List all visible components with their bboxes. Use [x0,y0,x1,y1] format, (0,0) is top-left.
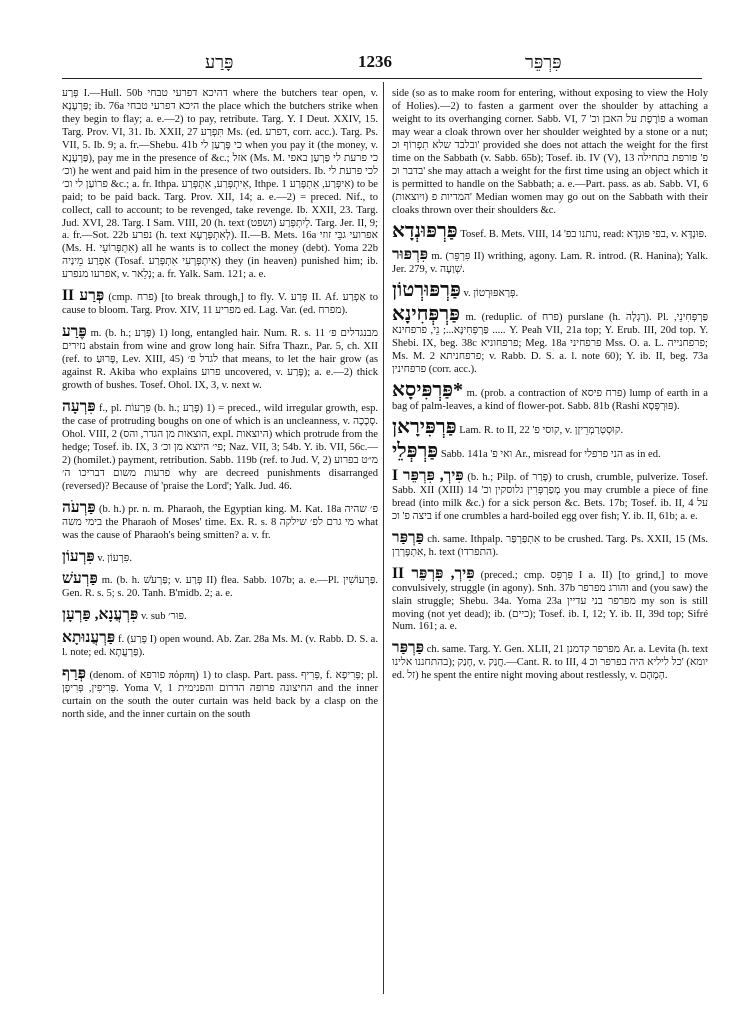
dictionary-entry [392,530,708,560]
dictionary-entry [392,247,708,277]
entry-text: (preced.; cmp. פִּרְפֵּס I a. II) [to grind,] to move convulsively, struggle (in agony). Snh. 37b והורג מפרפר and (you saw) the slain struggle; Shebu. 34a. Yoma 23a מפרפר בני עדיין my son is still moving (not yet dead); ib. (כיים); Tosef. ib. I, 12; Y. ib. II, 39d top; Sifré Num. 161; a. e. [392,569,708,633]
entry-text: (denom. of פורפא πόρπη) 1) to clasp. Part. pass. פְּרִיף, f. פְּרִיפָא; pl. פְּרִיפִין, פְּרִיפָן. Yoma V, 1 החיצונה פרופה הדרום והפנימית and the inner curtain on the south the outer curtain was held back by a clasp on the north side, and the inner curtain on the south [62,670,378,721]
entry-text: (b. h.) pr. n. m. Pharaoh, the Egyptian king. M. Kat. 18a פ׳ שהיה בימי משה the Pharaoh of Moses' time. Ex. R. s. 8 מי גרם לפ׳ שילקה what was the cause of Pharaoh's being smitten? a. v. fr. [62,503,378,541]
entry-headword: פַּרְפִּירָאן [392,416,457,439]
entry-text: m. (reduplic. of פרח) purslane (h. רַגְלָה). Pl. פַּרְפְּחִינֵי, פַּרְפְּחִינָּא...; נֵי, פרפחינא ..... Y. Peah VII, 21a top; Y. Erub. III, 20d top. Y. Shebi. IX, beg. 38c פרפחוניא; Meg. 18a פרפחיני Mss. O. a. L. פרפחנייה; Ms. M. 2 פרפחניתא; v. Rabb. D. S. a. l. note 60); Y. ib. II, beg. 73a פרפחינין (corr. acc.). [392,312,708,376]
entry-headword: פִּרְעֲנָא, פַּרְעָן [62,606,139,624]
dictionary-entry [392,379,708,414]
dictionary-entry [392,303,708,377]
entry-headword: פִּירְ, פִּרְפֵּר I [392,466,464,484]
dictionary-entry [392,279,708,302]
entry-headword: פַּרְעשׁ [62,570,98,588]
entry-headword: פַּרְעֹה [62,498,96,516]
dictionary-entry [62,549,378,566]
entry-headword: פַּרְפַּר [392,639,425,657]
entry-headword: פִּירְ, פִּרְפֵּר II [392,564,475,582]
dictionary-entry [392,566,708,635]
entry-text: m. (prob. a contraction of פרח פיסא) lump of earth in a bag of palm-leaves, a kind of flower-pot. Sabb. 81b (Rashi פּוּרְפְּסָא). [392,388,708,413]
entry-headword: פַּרְפּוּרְטוֹן [392,279,461,302]
page-number: 1236 [358,52,392,71]
entry-text: f. (פְּרַע I) open wound. Ab. Zar. 28a Ms. M. (v. Rabb. D. S. a. l. note; ed. פַּרְעֲתָא). [62,634,378,659]
entry-text: Tosef. B. Mets. VIII, 14 'נותנו בפ, read: בפי פּוּנְדָּא, v. פּוּנְדָּא. [460,228,707,240]
entry-headword: פַּרְעֲנוּתָא [62,629,116,647]
page-header [0,52,750,78]
entry-headword: פַּרְפְּלֵי [392,439,439,462]
dictionary-entry [62,288,378,318]
dictionary-entry [392,468,708,524]
entry-headword: פַּרְפַּר [392,528,425,546]
entry-text: (cmp. פרח) [to break through,] to fly. V. פְּרַע II. Af. אַפְרַע to cause to bloom. Targ. Prov. XIV, 11 מפריע ed. Lag. Var. (ed. מפרח). [62,292,378,317]
dictionary-entry [62,571,378,601]
dictionary-entry [62,630,378,660]
entry-text: f., pl. פִּרְעוֹת (b. h.; פָּרַע) 1) = preced., wild irregular growth, esp. the case of protruding boughs on one of which is an uncleanness, v. סְכָכָה. Ohol. VIII, 2 (הוצאות מן הגדר, והס, expl. היוצאות) which protrude from the hedge; Tosef. ib. IX, 3 פי׳ היוצא מן וכ׳; Naz. VII, 3; 54b. Y. ib. VII, 56c.—2) (homilet.) payment, retribution. Sabb. 119b (ref. to Jud. V, 2) מ״ט בפרוע פרעות משום דבריכו ה׳ why are decreed punishments disarranged (reversed)? Because of 'praise the Lord'; Yalk. Jud. 46. [62,402,378,492]
entry-headword: פַּרְפְּחִינָא [392,303,461,326]
entry-text: v. פִּרְעוֹן. [97,552,132,564]
entry-text: side (so as to make room for entering, without exposing to view the Holy of Holies).—2) to fasten a garment over the shoulder by attaching a weight to its overhanging corner. Sabb. VI, 7 'פוֹרֶפֶת על האבן וכ a woman may wear a cloak thrown over her shoulder weighted by a stone or a nut; ובלבד שלא תִפְרוֹף וכ' provided she does not attach the weight for the first time on the Sabbath (v. Sabb. 65b); Tosef. ib. IV (V), 13 פ' פורפת בתחילה בדבר וכ' she may attach a weight for the first time using an object which it is permitted to handle on the Sabbath; a. e.—Part. pass. as ab. Sabb. VI, 6 (ויוצאות) המדיות פ' Median women may go out on the Sabbath with their cloaks thrown over their shoulders &c. [392,88,708,216]
dictionary-entry [62,500,378,543]
dictionary-entry [62,666,378,722]
header-rule [62,78,702,79]
entry-headword: פִּרְפּוּר [392,246,429,264]
entry-headword: *פַּרְפִּיסָא [392,379,464,402]
entry-headword: פִּרְעָה [62,397,96,415]
dictionary-entry [392,88,708,218]
entry-headword: פְּרַע II [62,287,105,305]
entry-text: v. פְּרַאפּוּרְטוֹן. [463,288,519,300]
dictionary-entry [62,607,378,624]
entry-headword: פְּרַף [62,665,87,683]
dictionary-entry [62,399,378,494]
left-running-head: פָּרַע [205,52,234,72]
right-column [392,88,708,998]
entry-text: פְּרַע I.—Hull. 50b דהיכא דפרעי טבחי where the butchers tear open, v. פַּרְעָנָא; ib. 76a היכא דפרעי טבחי the place which the butchers strike when they begin to flay; a. e.—2) to pay, retribute. Targ. Y. I Deut. XXIV, 15. Targ. Prov. VI, 31. Ib. XXII, 27 תִּפְרַע Ms. (ed. דפרע, corr. acc.). Targ. Ps. VII, 5. Ib. 9; a. fr.—Shebu. 41b כי פָּרְעַן לי when you pay it (the money, v. פַּרְעָנָא), pay me in the presence of &c.; אזל (Ms. M. כי פרעת לי פַּרְעַן באפי וכ׳) he went and paid him in the presence of two outsiders. Ib. לכי פרעת לי פרוֹעַן לי וכ׳ &c.; a. fr. Ithpa. אִיתְפְּרַע, אִתְפְּרַע, Ithpe. אִיפְּרַע, אִתְפָּרַע 1) to be paid; to be paid back. Targ. Prov. XII, 14; a. e.—2) = preced. Nif., to collect, call to account; to be revenged, take revenge. Ib. XXII, 23. Targ. Jud. XVI, 28. Targ. I Sam. VIII, 20 (h. text לְיִתְפְּרַע (ושפט). Targ. Jer. II, 9; a. fr.—Sot. 22b נפרע (h. text לְאִתְפְּרָעָא). II.—B. Mets. 16a אפרועי גבֵּי זוזי (Ms. H. אִתְפְּרוֹעֵי) all he wants is to collect the money (debt). Yoma 22b אִפְרַע מֵינַיה (Tosaf. אִיתְפְּרְעִי אִתְפְּרַע) they (in heaven) punished him; ib. אפרעו מנפרע, v. נְלֵאר; a. fr. Yalk. Sam. 121; a. e. [62,88,378,281]
left-column [62,88,378,998]
entry-text: m. (פִּרְפֵּר II) writhing, agony. Lam. R. introd. (R. Hanina); Yalk. Jer. 279, v. שְׁוַעָה. [392,251,708,276]
dictionary-entry [392,439,708,462]
entry-text: ch. same. Ithpalp. אִתְפַּרְפַּר to be crushed. Targ. Ps. XXII, 15 (Ms. אִתְפָּרְרַן, h. text (התפרדו). [392,533,708,558]
dictionary-entry [392,416,708,439]
dictionary-entry [392,219,708,242]
entry-text: Lam. R. to II, 22 'קוסי פ, v. קוּסְטְרַמְרֵיזָן. [459,425,624,437]
dictionary-entry [62,88,378,282]
entry-headword: פִּרְעוֹן [62,547,95,565]
entry-headword: פֶּרַע [62,323,87,341]
dictionary-entry [392,640,708,683]
right-running-head: פִּרְפֵּר [525,52,562,72]
dictionary-entry [62,324,378,393]
entry-headword: פַּרְפּוּנְדָא [392,219,458,242]
column-divider [383,82,384,994]
entry-text: v. sub פּוּר׳. [140,611,187,623]
entry-text: ch. same. Targ. Y. Gen. XLII, 21 מפרפר קדמנן Ar. a. Levita (h. text בהתחננו אלינו); חָנַק, v. חֲנַק.—Cant. R. to III, 4 כל ליליא היה בפרפר וכ' (יומא ed. זל) he spent the entire night moving about restlessly, v. הָמְהָם. [392,644,708,682]
entry-text: m. (b. h.; פָּרַע) 1) long, entangled hair. Num. R. s. 11 מבנגדלים פ׳ נזירים abstain from wine and grow long hair. Sifra Thazr., Par. 5, ch. XII (ref. to פָּרוּעַ, Lev. XIII, 45) לגדל פ׳ that means, to let the hair grow (as against R. Akiba who explains פרוע uncovered, v. פָּרַע); a. e.—2) thick growth of bushes. Tosef. Ohol. IX, 3, v. next w. [62,328,378,392]
entry-text: Sabb. 141a 'ואי פ Ar., misread for הני פרפלי as in ed. [440,448,661,460]
entry-text: m. (b. h. פַּרְעֹשׁ; v. פְּרַע II) flea. Sabb. 107b; a. e.—Pl. פַּרְעוֹשִׁין. Gen. R. s. 5; s. 20. Tanh. B'midb. 2; a. e. [62,575,378,600]
entry-text: (b. h.; Pilp. of פָּרַר) to crush, crumble, pulverize. Tosef. Sabb. XII (XIII) 14 'מְפַרְפְּרִין גלוסקין וכ you may crumble a piece of fine bread (into milk &c.) for a sick person &c. Bets. 17b; Tosef. ib. II, 4 על ביצה פ' וכ if one crumbles a hard-boiled egg over fish; Y. ib. II, 61b; a. e. [392,471,708,522]
